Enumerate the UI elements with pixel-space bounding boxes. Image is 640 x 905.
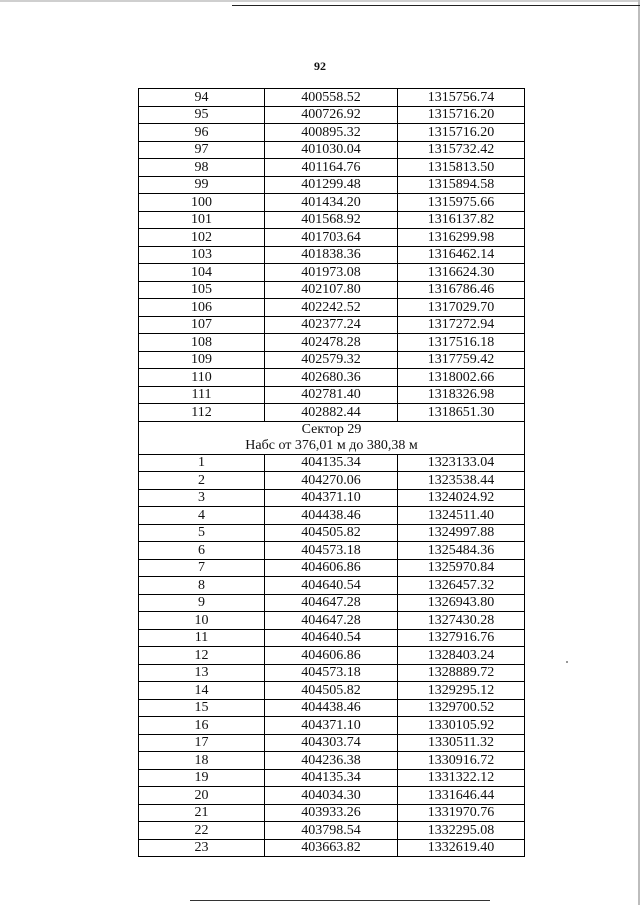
point-number-cell: 19 (139, 769, 265, 787)
y-coordinate-cell: 1315813.50 (398, 159, 525, 177)
table-row (139, 524, 525, 542)
point-number-cell: 4 (139, 507, 265, 525)
y-coordinate-cell: 1315732.42 (398, 141, 525, 159)
point-number-cell: 105 (139, 281, 265, 299)
y-coordinate-cell: 1315756.74 (398, 89, 525, 107)
table-row (139, 734, 525, 752)
x-coordinate-cell: 402377.24 (265, 316, 398, 334)
table-row (139, 246, 525, 264)
x-coordinate-cell: 404135.34 (265, 454, 398, 472)
y-coordinate-cell: 1318651.30 (398, 404, 525, 422)
x-coordinate-cell: 402579.32 (265, 351, 398, 369)
y-coordinate-cell: 1316137.82 (398, 211, 525, 229)
y-coordinate-cell: 1324024.92 (398, 489, 525, 507)
table-row (139, 577, 525, 595)
table-row (139, 717, 525, 735)
y-coordinate-cell: 1328889.72 (398, 664, 525, 682)
point-number-cell: 108 (139, 334, 265, 352)
y-coordinate-cell: 1317759.42 (398, 351, 525, 369)
point-number-cell: 102 (139, 229, 265, 247)
y-coordinate-cell: 1323133.04 (398, 454, 525, 472)
table-row (139, 404, 525, 422)
point-number-cell: 107 (139, 316, 265, 334)
x-coordinate-cell: 402781.40 (265, 386, 398, 404)
table-row (139, 839, 525, 857)
y-coordinate-cell: 1332295.08 (398, 822, 525, 840)
y-coordinate-cell: 1323538.44 (398, 472, 525, 490)
table-row (139, 229, 525, 247)
x-coordinate-cell: 403663.82 (265, 839, 398, 857)
x-coordinate-cell: 404606.86 (265, 559, 398, 577)
table-row (139, 176, 525, 194)
x-coordinate-cell: 400558.52 (265, 89, 398, 107)
x-coordinate-cell: 404606.86 (265, 647, 398, 665)
point-number-cell: 112 (139, 404, 265, 422)
section-header-cell (139, 421, 525, 454)
y-coordinate-cell: 1330916.72 (398, 752, 525, 770)
x-coordinate-cell: 403933.26 (265, 804, 398, 822)
y-coordinate-cell: 1328403.24 (398, 647, 525, 665)
y-coordinate-cell: 1326457.32 (398, 577, 525, 595)
table-row (139, 299, 525, 317)
y-coordinate-cell: 1332619.40 (398, 839, 525, 857)
y-coordinate-cell: 1329295.12 (398, 682, 525, 700)
x-coordinate-cell: 401030.04 (265, 141, 398, 159)
point-number-cell: 20 (139, 787, 265, 805)
table-row (139, 699, 525, 717)
point-number-cell: 94 (139, 89, 265, 107)
point-number-cell: 15 (139, 699, 265, 717)
table-row (139, 542, 525, 560)
x-coordinate-cell: 404135.34 (265, 769, 398, 787)
x-coordinate-cell: 401703.64 (265, 229, 398, 247)
point-number-cell: 11 (139, 629, 265, 647)
point-number-cell: 109 (139, 351, 265, 369)
scan-line-top (232, 5, 640, 6)
y-coordinate-cell: 1331646.44 (398, 787, 525, 805)
x-coordinate-cell: 402242.52 (265, 299, 398, 317)
y-coordinate-cell: 1317516.18 (398, 334, 525, 352)
table-row (139, 489, 525, 507)
table-row (139, 159, 525, 177)
x-coordinate-cell: 400895.32 (265, 124, 398, 142)
x-coordinate-cell: 401299.48 (265, 176, 398, 194)
y-coordinate-cell: 1329700.52 (398, 699, 525, 717)
point-number-cell: 95 (139, 106, 265, 124)
x-coordinate-cell: 404270.06 (265, 472, 398, 490)
table-row (139, 281, 525, 299)
y-coordinate-cell: 1325484.36 (398, 542, 525, 560)
table-row (139, 804, 525, 822)
scan-line-bottom (190, 900, 490, 901)
y-coordinate-cell: 1317272.94 (398, 316, 525, 334)
point-number-cell: 104 (139, 264, 265, 282)
x-coordinate-cell: 401434.20 (265, 194, 398, 212)
point-number-cell: 22 (139, 822, 265, 840)
table-row (139, 89, 525, 107)
y-coordinate-cell: 1317029.70 (398, 299, 525, 317)
x-coordinate-cell: 402680.36 (265, 369, 398, 387)
point-number-cell: 1 (139, 454, 265, 472)
table-row (139, 647, 525, 665)
point-number-cell: 100 (139, 194, 265, 212)
x-coordinate-cell: 402478.28 (265, 334, 398, 352)
x-coordinate-cell: 401164.76 (265, 159, 398, 177)
point-number-cell: 16 (139, 717, 265, 735)
x-coordinate-cell: 401838.36 (265, 246, 398, 264)
table-row (139, 141, 525, 159)
y-coordinate-cell: 1327430.28 (398, 612, 525, 630)
table-row (139, 612, 525, 630)
coordinates-table (138, 88, 525, 857)
x-coordinate-cell: 404505.82 (265, 682, 398, 700)
table-row (139, 369, 525, 387)
y-coordinate-cell: 1315716.20 (398, 106, 525, 124)
y-coordinate-cell: 1327916.76 (398, 629, 525, 647)
table-row (139, 211, 525, 229)
y-coordinate-cell: 1326943.80 (398, 594, 525, 612)
table-row (139, 472, 525, 490)
table-row (139, 316, 525, 334)
y-coordinate-cell: 1316786.46 (398, 281, 525, 299)
point-number-cell: 14 (139, 682, 265, 700)
table-row (139, 682, 525, 700)
table-row (139, 769, 525, 787)
table-row (139, 106, 525, 124)
x-coordinate-cell: 404640.54 (265, 577, 398, 595)
point-number-cell: 97 (139, 141, 265, 159)
table-row (139, 822, 525, 840)
x-coordinate-cell: 404034.30 (265, 787, 398, 805)
y-coordinate-cell: 1331970.76 (398, 804, 525, 822)
scan-speck (566, 661, 568, 663)
point-number-cell: 7 (139, 559, 265, 577)
x-coordinate-cell: 402107.80 (265, 281, 398, 299)
point-number-cell: 9 (139, 594, 265, 612)
y-coordinate-cell: 1315716.20 (398, 124, 525, 142)
table-body-before (139, 89, 525, 422)
point-number-cell: 98 (139, 159, 265, 177)
table-row (139, 507, 525, 525)
point-number-cell: 96 (139, 124, 265, 142)
y-coordinate-cell: 1316299.98 (398, 229, 525, 247)
x-coordinate-cell: 402882.44 (265, 404, 398, 422)
y-coordinate-cell: 1316624.30 (398, 264, 525, 282)
x-coordinate-cell: 404573.18 (265, 542, 398, 560)
section-header-row (139, 421, 525, 454)
table-row (139, 334, 525, 352)
y-coordinate-cell: 1324511.40 (398, 507, 525, 525)
section-title: Сектор 29 (301, 421, 362, 437)
table-row (139, 559, 525, 577)
x-coordinate-cell: 404371.10 (265, 489, 398, 507)
x-coordinate-cell: 401568.92 (265, 211, 398, 229)
point-number-cell: 3 (139, 489, 265, 507)
point-number-cell: 21 (139, 804, 265, 822)
y-coordinate-cell: 1315975.66 (398, 194, 525, 212)
table-row (139, 594, 525, 612)
point-number-cell: 12 (139, 647, 265, 665)
point-number-cell: 2 (139, 472, 265, 490)
x-coordinate-cell: 404438.46 (265, 699, 398, 717)
point-number-cell: 13 (139, 664, 265, 682)
table-row (139, 787, 525, 805)
point-number-cell: 110 (139, 369, 265, 387)
table-row (139, 351, 525, 369)
y-coordinate-cell: 1316462.14 (398, 246, 525, 264)
point-number-cell: 5 (139, 524, 265, 542)
y-coordinate-cell: 1330105.92 (398, 717, 525, 735)
point-number-cell: 18 (139, 752, 265, 770)
y-coordinate-cell: 1318002.66 (398, 369, 525, 387)
section-subtitle: Набс от 376,01 м до 380,38 м (245, 437, 418, 453)
scan-edge-top (0, 0, 640, 2)
table-row (139, 194, 525, 212)
table-row (139, 386, 525, 404)
page-number: 92 (314, 59, 326, 73)
x-coordinate-cell: 403798.54 (265, 822, 398, 840)
x-coordinate-cell: 404647.28 (265, 594, 398, 612)
table-row (139, 664, 525, 682)
table-row (139, 752, 525, 770)
point-number-cell: 103 (139, 246, 265, 264)
table-body-after (139, 454, 525, 857)
table-row (139, 629, 525, 647)
y-coordinate-cell: 1318326.98 (398, 386, 525, 404)
table-row (139, 264, 525, 282)
point-number-cell: 101 (139, 211, 265, 229)
section-header-body (139, 421, 525, 454)
point-number-cell: 106 (139, 299, 265, 317)
x-coordinate-cell: 404573.18 (265, 664, 398, 682)
x-coordinate-cell: 404505.82 (265, 524, 398, 542)
y-coordinate-cell: 1330511.32 (398, 734, 525, 752)
x-coordinate-cell: 400726.92 (265, 106, 398, 124)
point-number-cell: 17 (139, 734, 265, 752)
y-coordinate-cell: 1331322.12 (398, 769, 525, 787)
x-coordinate-cell: 404236.38 (265, 752, 398, 770)
point-number-cell: 6 (139, 542, 265, 560)
point-number-cell: 8 (139, 577, 265, 595)
table-row (139, 124, 525, 142)
table-row (139, 454, 525, 472)
x-coordinate-cell: 404647.28 (265, 612, 398, 630)
y-coordinate-cell: 1325970.84 (398, 559, 525, 577)
point-number-cell: 99 (139, 176, 265, 194)
y-coordinate-cell: 1324997.88 (398, 524, 525, 542)
y-coordinate-cell: 1315894.58 (398, 176, 525, 194)
x-coordinate-cell: 404303.74 (265, 734, 398, 752)
point-number-cell: 111 (139, 386, 265, 404)
x-coordinate-cell: 404438.46 (265, 507, 398, 525)
point-number-cell: 23 (139, 839, 265, 857)
x-coordinate-cell: 404371.10 (265, 717, 398, 735)
point-number-cell: 10 (139, 612, 265, 630)
x-coordinate-cell: 404640.54 (265, 629, 398, 647)
x-coordinate-cell: 401973.08 (265, 264, 398, 282)
